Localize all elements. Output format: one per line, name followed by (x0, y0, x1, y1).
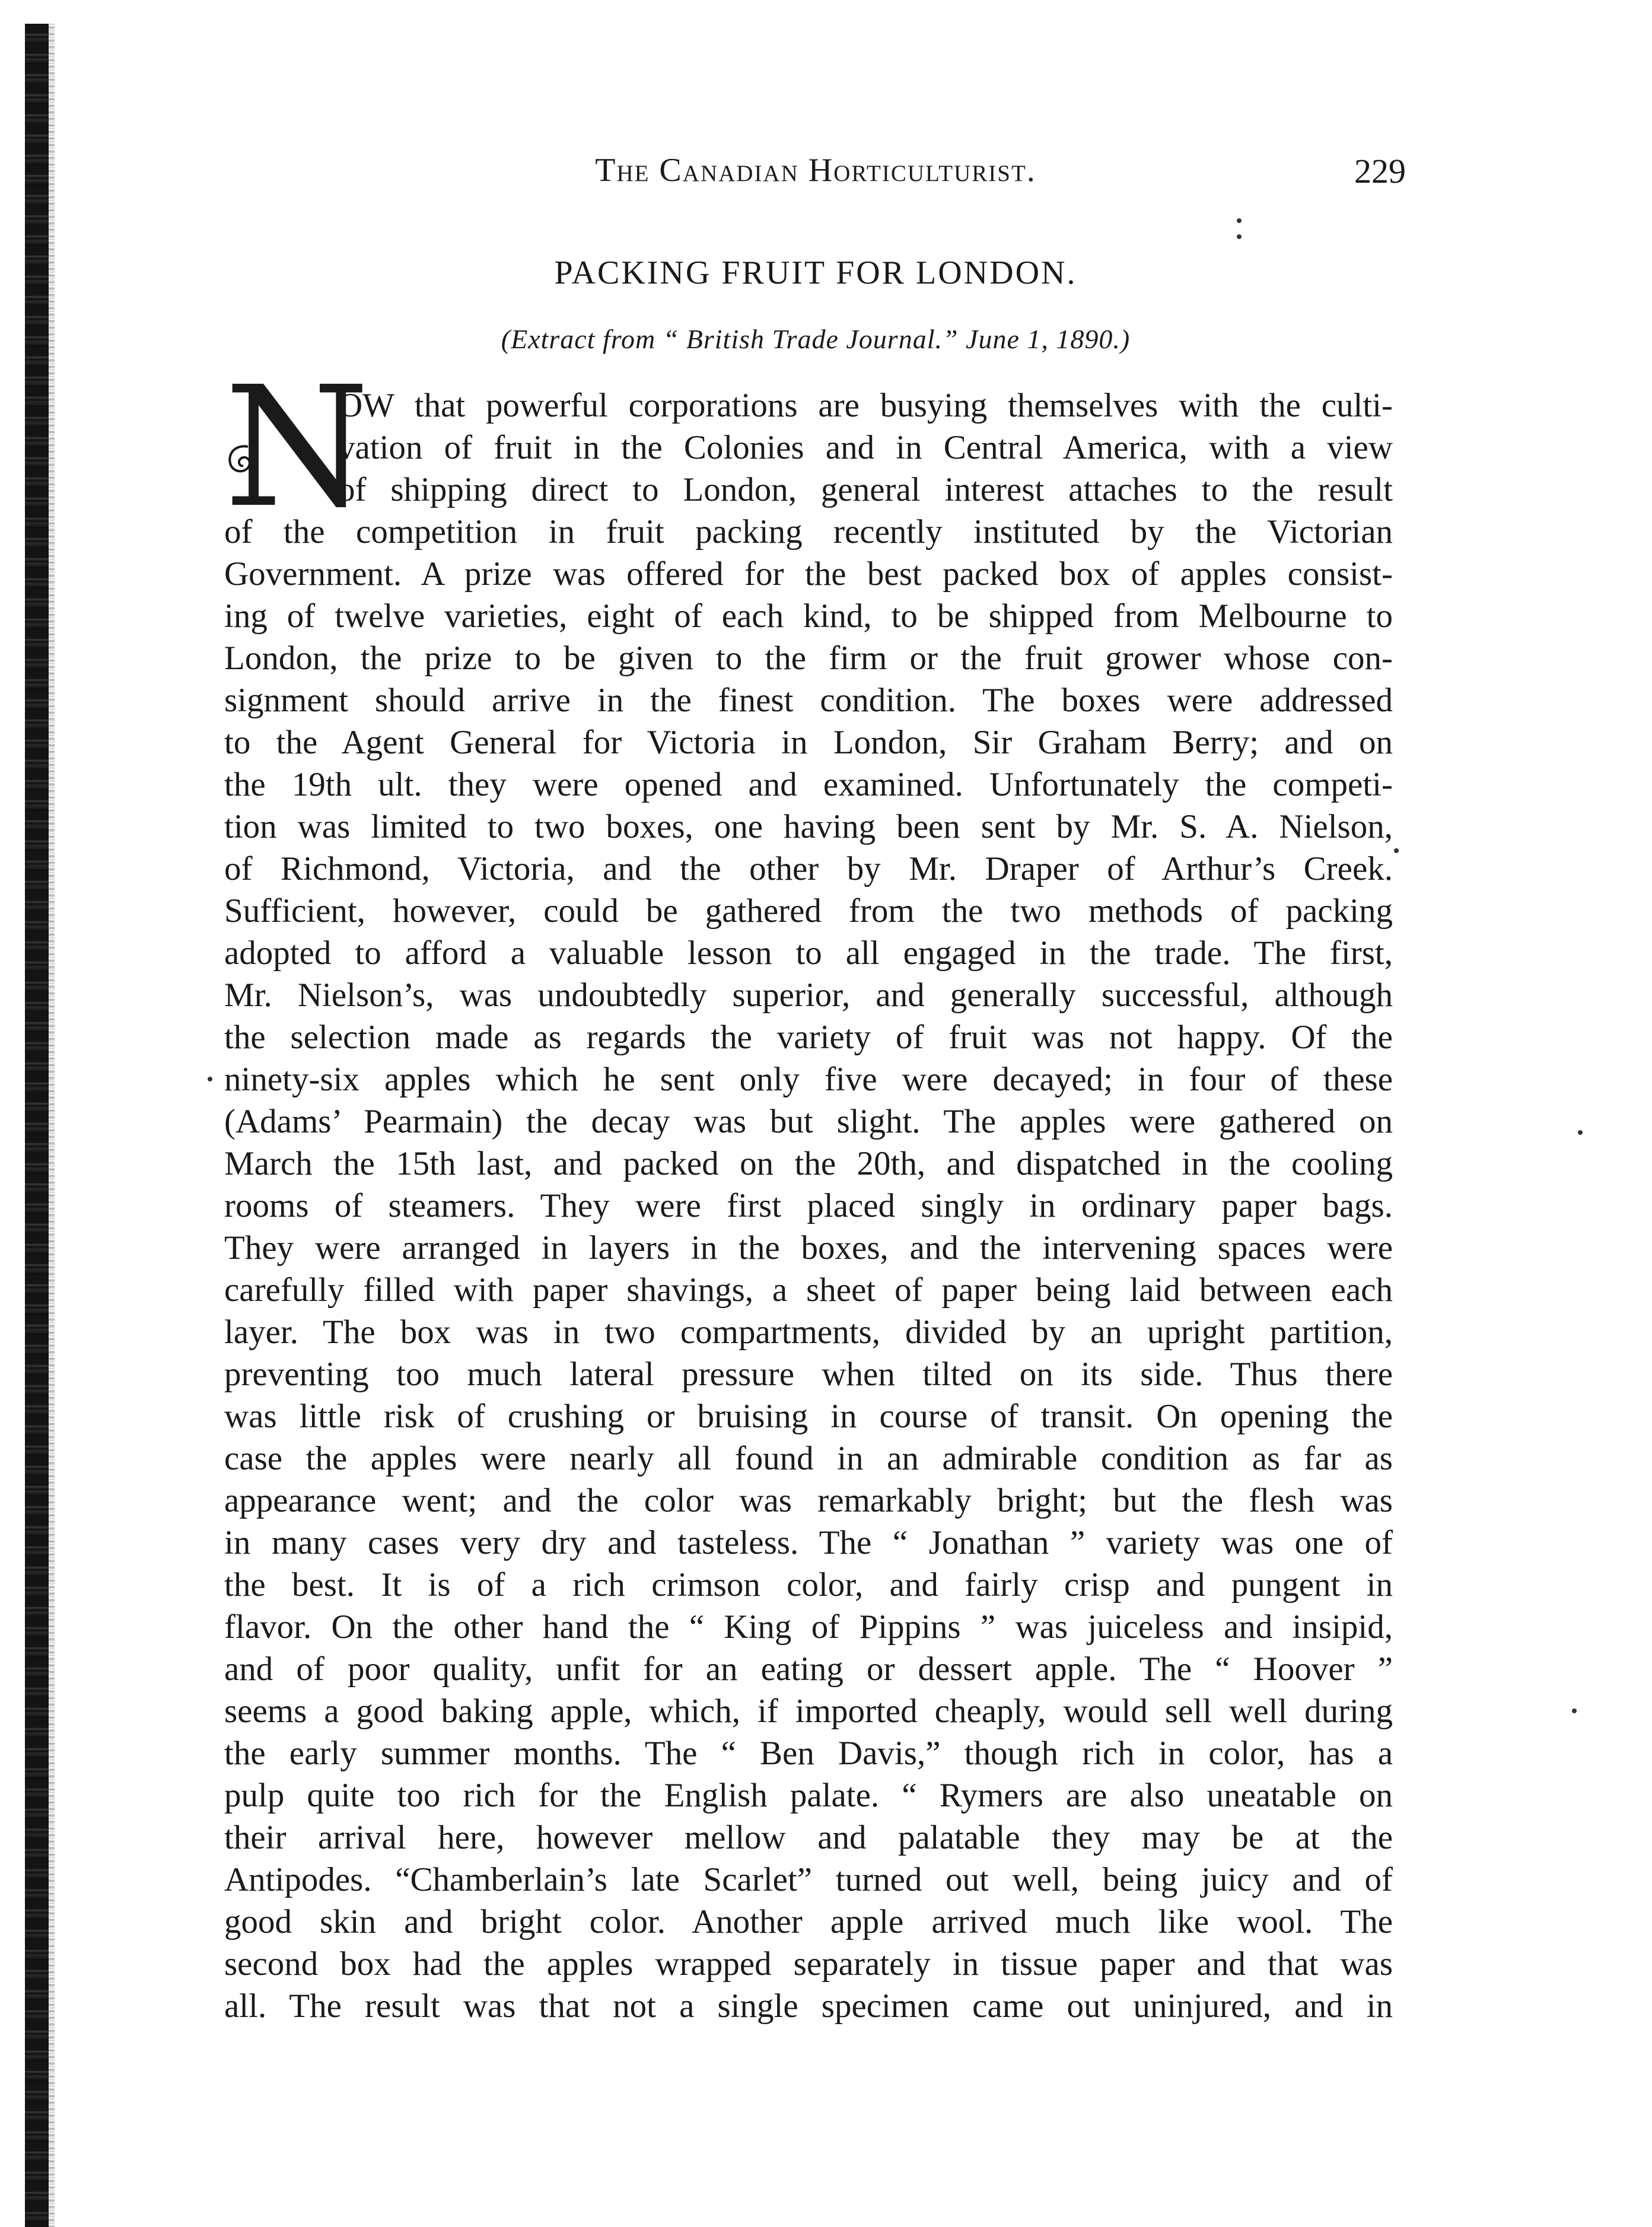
drop-cap-letter: N (224, 351, 370, 545)
text-line: ninety-six apples which he sent only five were decayed; in four of these (224, 1061, 1393, 1098)
text-line: pulp quite too rich for the English palate. “ Rymers are also uneatable on (224, 1777, 1393, 1814)
text-line: of Richmond, Victoria, and the other by Mr. Draper of Arthur’s Creek. (224, 850, 1393, 887)
text-line: ing of twelve varieties, eight of each kind, to be shipped from Melbourne to (224, 597, 1393, 635)
text-line: They were arranged in layers in the boxes, and the intervening spaces were (224, 1229, 1393, 1267)
text-line: flavor. On the other hand the “ King of Pippins ” was juiceless and insipid, (224, 1608, 1393, 1646)
text-line: the early summer months. The “ Ben Davis,” though rich in color, has a (224, 1735, 1393, 1772)
text-line: Government. A prize was offered for the best packed box of apples consist- (224, 555, 1393, 593)
text-line: Sufficient, however, could be gathered from the two methods of packing (224, 892, 1393, 930)
article-body (224, 384, 1393, 2027)
text-line: case the apples were nearly all found in an admirable condition as far as (224, 1440, 1393, 1477)
article-source-note: (Extract from “ British Trade Journal.” June 1, 1890.) (501, 324, 1131, 354)
text-line: London, the prize to be given to the firm or the fruit grower whose con- (224, 640, 1393, 677)
text-line: to the Agent General for Victoria in London, Sir Graham Berry; and on (224, 724, 1393, 761)
text-line: all. The result was that not a single specimen came out uninjured, and in (224, 1987, 1393, 2025)
text-line: signment should arrive in the finest condition. The boxes were addressed (224, 682, 1393, 719)
text-line: of shipping direct to London, general interest attaches to the result (338, 471, 1393, 508)
journal-name: The Canadian Horticulturist. (595, 152, 1036, 189)
text-line: Antipodes. “Chamberlain’s late Scarlet” turned out well, being juicy and of (224, 1861, 1393, 1898)
text-line: vation of fruit in the Colonies and in Central America, with a view (338, 429, 1393, 466)
print-speck (1578, 1130, 1583, 1135)
print-speck (1237, 218, 1242, 223)
print-speck (1237, 234, 1242, 239)
text-line: OW that powerful corporations are busying themselves with the culti- (338, 387, 1393, 424)
text-line: their arrival here, however mellow and palatable they may be at the (224, 1819, 1393, 1856)
print-speck (208, 1077, 212, 1081)
text-line: Mr. Nielson’s, was undoubtedly superior, and generally successful, although (224, 976, 1393, 1014)
text-line: tion was limited to two boxes, one having been sent by Mr. S. A. Nielson, (224, 808, 1393, 845)
print-speck (1394, 848, 1399, 853)
text-line: layer. The box was in two compartments, divided by an upright partition, (224, 1313, 1393, 1351)
text-line: was little risk of crushing or bruising in course of transit. On opening the (224, 1398, 1393, 1435)
text-line: preventing too much lateral pressure when tilted on its side. Thus there (224, 1356, 1393, 1393)
text-line: the selection made as regards the variety of fruit was not happy. Of the (224, 1019, 1393, 1056)
text-line: rooms of steamers. They were first placed singly in ordinary paper bags. (224, 1187, 1393, 1224)
text-line: in many cases very dry and tasteless. The “ Jonathan ” variety was one of (224, 1524, 1393, 1561)
text-line: the 19th ult. they were opened and examined. Unfortunately the competi- (224, 766, 1393, 803)
text-line: (Adams’ Pearmain) the decay was but slight. The apples were gathered on (224, 1103, 1393, 1140)
text-line: adopted to afford a valuable lesson to all engaged in the trade. The first, (224, 934, 1393, 972)
article-title: PACKING FRUIT FOR LONDON. (554, 254, 1077, 291)
text-line: the best. It is of a rich crimson color, and fairly crisp and pungent in (224, 1566, 1393, 1604)
text-line: carefully filled with paper shavings, a sheet of paper being laid between each (224, 1271, 1393, 1309)
running-header (225, 151, 1406, 193)
book-spine-edge (25, 24, 49, 2227)
text-line: second box had the apples wrapped separately in tissue paper and that was (224, 1945, 1393, 1983)
text-line: good skin and bright color. Another apple arrived much like wool. The (224, 1903, 1393, 1940)
print-speck (1572, 1709, 1577, 1713)
text-line: seems a good baking apple, which, if imported cheaply, would sell well during (224, 1692, 1393, 1730)
page-number: 229 (1354, 152, 1406, 190)
text-line: March the 15th last, and packed on the 20th, and dispatched in the cooling (224, 1145, 1393, 1182)
text-line: appearance went; and the color was remarkably bright; but the flesh was (224, 1482, 1393, 1519)
text-line: of the competition in fruit packing recently instituted by the Victorian (224, 513, 1393, 551)
text-line: and of poor quality, unfit for an eating or dessert apple. The “ Hoover ” (224, 1650, 1393, 1688)
spine-shadow (49, 24, 55, 2227)
